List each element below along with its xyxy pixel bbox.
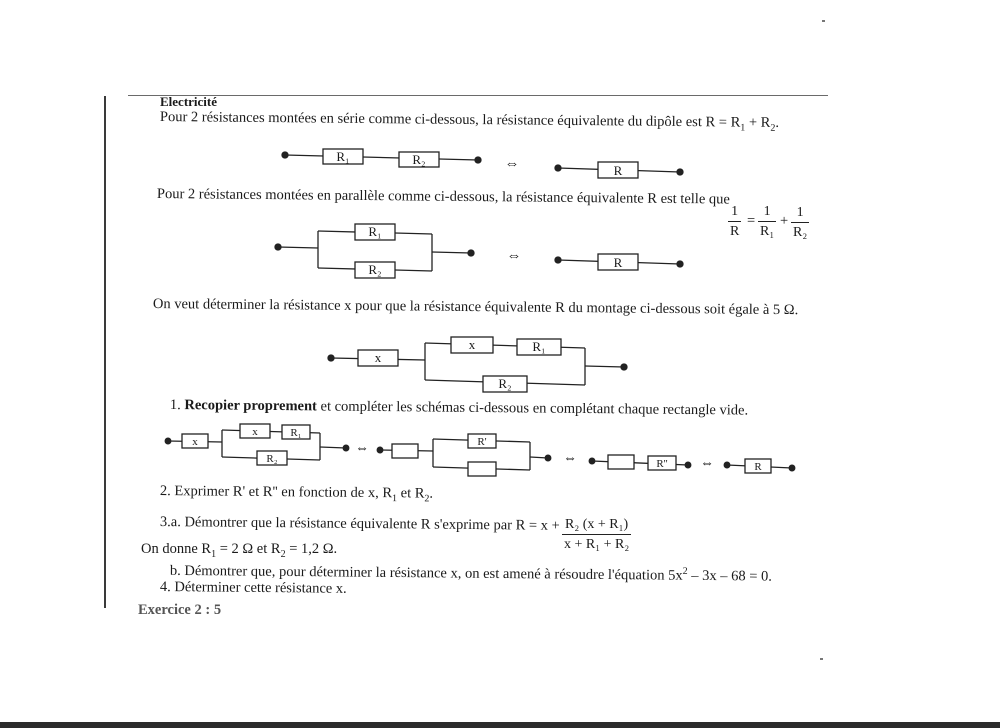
question-1: 1. Recopier proprement et compléter les schémas ci-dessous en complétant chaque rectangle vide. bbox=[169, 397, 749, 419]
equals-sign: = bbox=[747, 213, 756, 229]
empty-resistor bbox=[392, 444, 418, 458]
question-3b: b. Démontrer que, pour déterminer la résistance x, on est amené à résoudre l'équation $5x^2 - 3x - 68 = 0$. bbox=[169, 562, 773, 585]
label-Rpp: R'' bbox=[656, 458, 668, 470]
main-circuit bbox=[328, 337, 627, 392]
question-2: 2. Exprimer R' et R'' en fonction de x, $R_1$ et $R_2$. bbox=[159, 483, 434, 505]
empty-resistor bbox=[468, 462, 496, 476]
label-x: x bbox=[374, 350, 382, 365]
heading: Electricité bbox=[160, 94, 218, 109]
label-R: R bbox=[613, 163, 623, 178]
equivalence-arrow: ⇔ bbox=[563, 451, 577, 466]
cut-off-text: Exercice 2 : 5 bbox=[138, 602, 222, 618]
question-4: 4. Déterminer cette résistance x. bbox=[159, 579, 347, 597]
label-x: x bbox=[252, 426, 258, 438]
intro-statement: On veut déterminer la résistance x pour que la résistance équivalente R du montage ci-dessous soit égale à 5 Ω. bbox=[152, 296, 799, 319]
label-R2: R₂ bbox=[266, 453, 278, 465]
equivalence-arrow: ⇔ bbox=[506, 248, 522, 264]
fraction-1-over-R: $\frac{1}{R}$ bbox=[730, 204, 740, 239]
plus-sign: + bbox=[780, 213, 789, 229]
empty-resistor bbox=[608, 455, 634, 469]
circuit-step-2 bbox=[377, 434, 551, 476]
series-statement: Pour 2 résistances montées en série comme ci-dessous, la résistance équivalente du dipôle est $R = R_1 + R_2$. bbox=[159, 109, 780, 134]
fraction-R-expression: $\frac{\text{R₂ (x + R₁)}}{\text{x + R₁ + R₂}}$ bbox=[564, 517, 630, 552]
label-x: x bbox=[468, 337, 476, 352]
equivalence-arrow: ⇔ bbox=[504, 156, 520, 172]
given-values: On donne $R_1 = 2$ Ω et $R_2 = 1,2$ Ω. bbox=[141, 541, 338, 560]
question-3a: 3.a. Démontrer que la résistance équivalente R s'exprime par R = x + bbox=[159, 514, 560, 534]
fraction-1-over-R1: $\frac{1}{\text{R₁}}$ bbox=[760, 204, 775, 239]
series-circuit bbox=[282, 149, 481, 167]
label-R1: R₁ bbox=[336, 149, 350, 164]
label-R: R bbox=[754, 461, 762, 473]
fraction-1-over-R2: $\frac{1}{\text{R₂}}$ bbox=[793, 205, 808, 240]
label-x: x bbox=[192, 436, 198, 448]
label-R1: R₁ bbox=[290, 427, 302, 439]
label-Rp: R' bbox=[477, 436, 487, 448]
label-R1: R₁ bbox=[368, 224, 382, 239]
label-R2: R₂ bbox=[412, 152, 426, 167]
label-R: R bbox=[613, 255, 623, 270]
equivalence-arrow: ⇔ bbox=[355, 441, 369, 456]
equivalence-arrow: ⇔ bbox=[700, 456, 714, 471]
label-R1: R₁ bbox=[532, 339, 546, 354]
circuit-step-3 bbox=[589, 455, 691, 470]
parallel-statement: Pour 2 résistances montées en parallèle comme ci-dessous, la résistance équivalente R est telle que bbox=[156, 186, 730, 208]
label-R2: R₂ bbox=[368, 262, 382, 277]
label-R2: R₂ bbox=[498, 376, 512, 391]
